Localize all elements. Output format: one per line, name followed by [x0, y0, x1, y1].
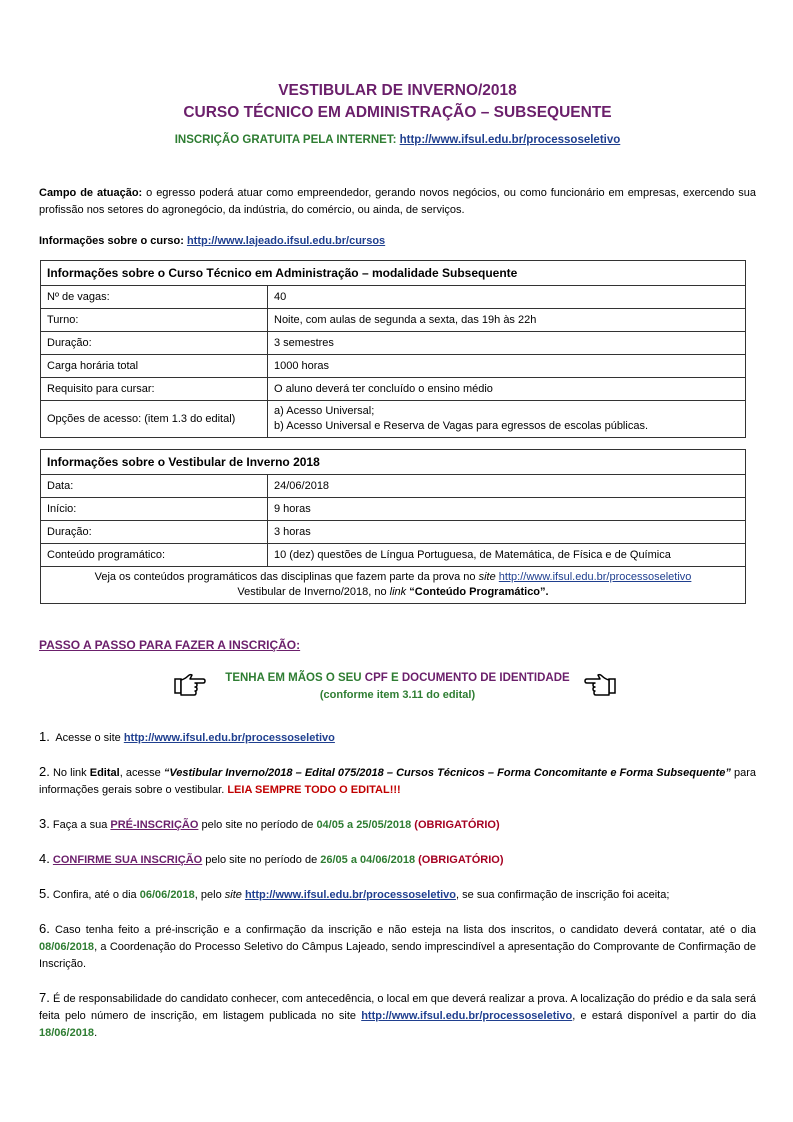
- course-info-table: [40, 260, 746, 438]
- step-text: , se sua confirmação de inscrição foi aceita;: [456, 889, 670, 901]
- document-page: [39, 0, 756, 1042]
- step-number: 1.: [39, 729, 50, 744]
- row-value: 3 semestres: [268, 332, 746, 355]
- row-label: Duração:: [41, 332, 268, 355]
- step-text: Acesse o site: [49, 732, 124, 744]
- table-row: [41, 378, 746, 401]
- step1-link[interactable]: http://www.ifsul.edu.br/processoseletivo: [123, 732, 335, 744]
- banner-subtext: (conforme item 3.11 do edital): [319, 689, 476, 701]
- subscription-link[interactable]: http://www.ifsul.edu.br/processoseletivo: [399, 134, 621, 146]
- note-link-word: link: [389, 586, 407, 598]
- table-row: [41, 309, 746, 332]
- banner-doc: DOCUMENTO DE IDENTIDADE: [401, 672, 570, 684]
- row-value: O aluno deverá ter concluído o ensino médio: [268, 378, 746, 401]
- step-text: , a Coordenação do Processo Seletivo do Câmpus Lajeado, sendo imprescindível a apresentação do Comprovante de Confirmação de Inscrição.: [39, 941, 756, 970]
- edital-word: Edital: [89, 767, 120, 779]
- note-text: Veja os conteúdos programáticos das disciplinas que fazem parte da prova no: [94, 571, 479, 583]
- access-label: Opções de acesso: (item 1.3 do edital): [41, 401, 268, 438]
- banner-part1: TENHA EM MÃOS O SEU: [225, 672, 365, 684]
- mandatory-label: (OBRIGATÓRIO): [411, 819, 500, 831]
- site-word: site: [224, 889, 242, 901]
- period-dates: 26/05 a 04/06/2018: [320, 854, 416, 866]
- pre-inscricao-label: PRÉ-INSCRIÇÃO: [110, 819, 199, 831]
- documents-banner: [39, 670, 756, 708]
- course-info-link[interactable]: http://www.lajeado.ifsul.edu.br/cursos: [186, 235, 386, 247]
- main-title: VESTIBULAR DE INVERNO/2018: [278, 82, 517, 99]
- row-label: Data:: [41, 475, 268, 498]
- note-site-word: site: [478, 571, 496, 583]
- step-1: [39, 728, 756, 747]
- steps-title: PASSO A PASSO PARA FAZER A INSCRIÇÃO:: [39, 638, 301, 652]
- step-number: 4.: [39, 851, 50, 866]
- table-row: [41, 498, 746, 521]
- step-text: , e estará disponível a partir do dia: [572, 1010, 756, 1022]
- banner-text: [39, 670, 756, 687]
- available-date: 18/06/2018: [39, 1027, 95, 1039]
- step-2: [39, 763, 756, 799]
- step-3: [39, 815, 756, 834]
- row-value: 1000 horas: [268, 355, 746, 378]
- step-4: [39, 850, 756, 869]
- course-info-line: [39, 233, 756, 250]
- read-warning: LEIA SEMPRE TODO O EDITAL!!!: [227, 784, 401, 796]
- step5-link[interactable]: http://www.ifsul.edu.br/processoseletivo: [244, 889, 457, 901]
- row-label: Turno:: [41, 309, 268, 332]
- table-row: [41, 286, 746, 309]
- period-dates: 04/05 a 25/05/2018: [316, 819, 412, 831]
- step-text: para informações gerais sobre o vestibular.: [39, 767, 756, 796]
- table-header-row: [41, 450, 746, 475]
- table-row: [41, 401, 746, 438]
- table-row: [41, 521, 746, 544]
- campo-label: Campo de atuação:: [39, 187, 143, 199]
- subscription-label: INSCRIÇÃO GRATUITA PELA INTERNET:: [174, 134, 397, 146]
- row-value: 9 horas: [268, 498, 746, 521]
- row-value: 40: [268, 286, 746, 309]
- row-label: Nº de vagas:: [41, 286, 268, 309]
- step-text: pelo site no período de: [202, 854, 321, 866]
- content-note: [41, 567, 746, 604]
- step-number: 6.: [39, 921, 50, 936]
- confirm-label: CONFIRME SUA INSCRIÇÃO: [52, 854, 203, 866]
- table-row: [41, 544, 746, 567]
- deadline-date: 08/06/2018: [39, 941, 95, 953]
- step-text: pelo site no período de: [198, 819, 317, 831]
- step-text: Confira, até o dia: [49, 889, 140, 901]
- row-value: 10 (dez) questões de Língua Portuguesa, de Matemática, de Física e de Química: [268, 544, 746, 567]
- row-label: Carga horária total: [41, 355, 268, 378]
- step-number: 3.: [39, 816, 50, 831]
- banner-cpf: CPF: [364, 672, 388, 684]
- table-row: [41, 355, 746, 378]
- banner-e: E: [387, 672, 402, 684]
- row-label: Requisito para cursar:: [41, 378, 268, 401]
- deadline-date: 06/06/2018: [139, 889, 195, 901]
- course-table-header: Informações sobre o Curso Técnico em Administração – modalidade Subsequente: [41, 261, 746, 286]
- row-value: 24/06/2018: [268, 475, 746, 498]
- step-text: Faça a sua: [49, 819, 111, 831]
- table-header-row: [41, 261, 746, 286]
- row-value: 3 horas: [268, 521, 746, 544]
- step-text: , acesse: [119, 767, 164, 779]
- step-text: , pelo: [194, 889, 225, 901]
- step-text: É de responsabilidade do candidato conhecer, com antecedência, o local em que deverá realizar a prova. A localização do prédio e da sala será feita pelo número de inscrição, em listagem publicada no site: [39, 993, 756, 1022]
- edital-title: “Vestibular Inverno/2018 – Edital 075/2018 – Cursos Técnicos – Forma Concomitante e Forma Subsequente”: [163, 767, 731, 779]
- step7-link[interactable]: http://www.ifsul.edu.br/processoseletivo: [361, 1010, 573, 1022]
- row-label: Conteúdo programático:: [41, 544, 268, 567]
- step-text: Caso tenha feito a pré-inscrição e a confirmação da inscrição e não esteja na lista dos inscritos, o candidato deverá contatar, até o dia: [49, 924, 756, 936]
- row-label: Duração:: [41, 521, 268, 544]
- step-number: 7.: [39, 990, 50, 1005]
- mandatory-label: (OBRIGATÓRIO): [415, 854, 504, 866]
- step-7: [39, 989, 756, 1042]
- access-option-b: b) Acesso Universal e Reserva de Vagas para egressos de escolas públicas.: [274, 420, 648, 432]
- exam-table-header: Informações sobre o Vestibular de Inverno 2018: [41, 450, 746, 475]
- step-number: 2.: [39, 764, 50, 779]
- note-quote: “Conteúdo Programático”.: [406, 586, 549, 598]
- step-number: 5.: [39, 886, 50, 901]
- course-title: CURSO TÉCNICO EM ADMINISTRAÇÃO – SUBSEQUENTE: [183, 104, 612, 121]
- campo-atuacao-paragraph: [39, 185, 756, 219]
- note-link[interactable]: http://www.ifsul.edu.br/processoseletivo: [498, 571, 692, 583]
- campo-text: o egresso poderá atuar como empreendedor, gerando novos negócios, ou como funcionário em empresas, exercendo sua profissão nos setores do agronegócio, da indústria, do comércio, ou ainda, de serviços.: [39, 187, 757, 216]
- pointing-hand-right-icon: [173, 670, 207, 698]
- row-value: Noite, com aulas de segunda a sexta, das 19h às 22h: [268, 309, 746, 332]
- course-info-label: Informações sobre o curso:: [39, 235, 184, 247]
- step-5: [39, 885, 756, 904]
- steps-list: [39, 728, 756, 1042]
- step-6: [39, 920, 756, 973]
- exam-info-table: [40, 449, 746, 604]
- access-options: [268, 401, 746, 438]
- note-text-2: Vestibular de Inverno/2018, no: [237, 586, 390, 598]
- free-subscription-line: [39, 134, 756, 146]
- table-row: [41, 332, 746, 355]
- table-row: [41, 567, 746, 604]
- pointing-hand-left-icon: [583, 670, 617, 698]
- step-text: .: [94, 1027, 98, 1039]
- access-option-a: a) Acesso Universal;: [274, 405, 375, 417]
- step-text: No link: [49, 767, 90, 779]
- table-row: [41, 475, 746, 498]
- row-label: Início:: [41, 498, 268, 521]
